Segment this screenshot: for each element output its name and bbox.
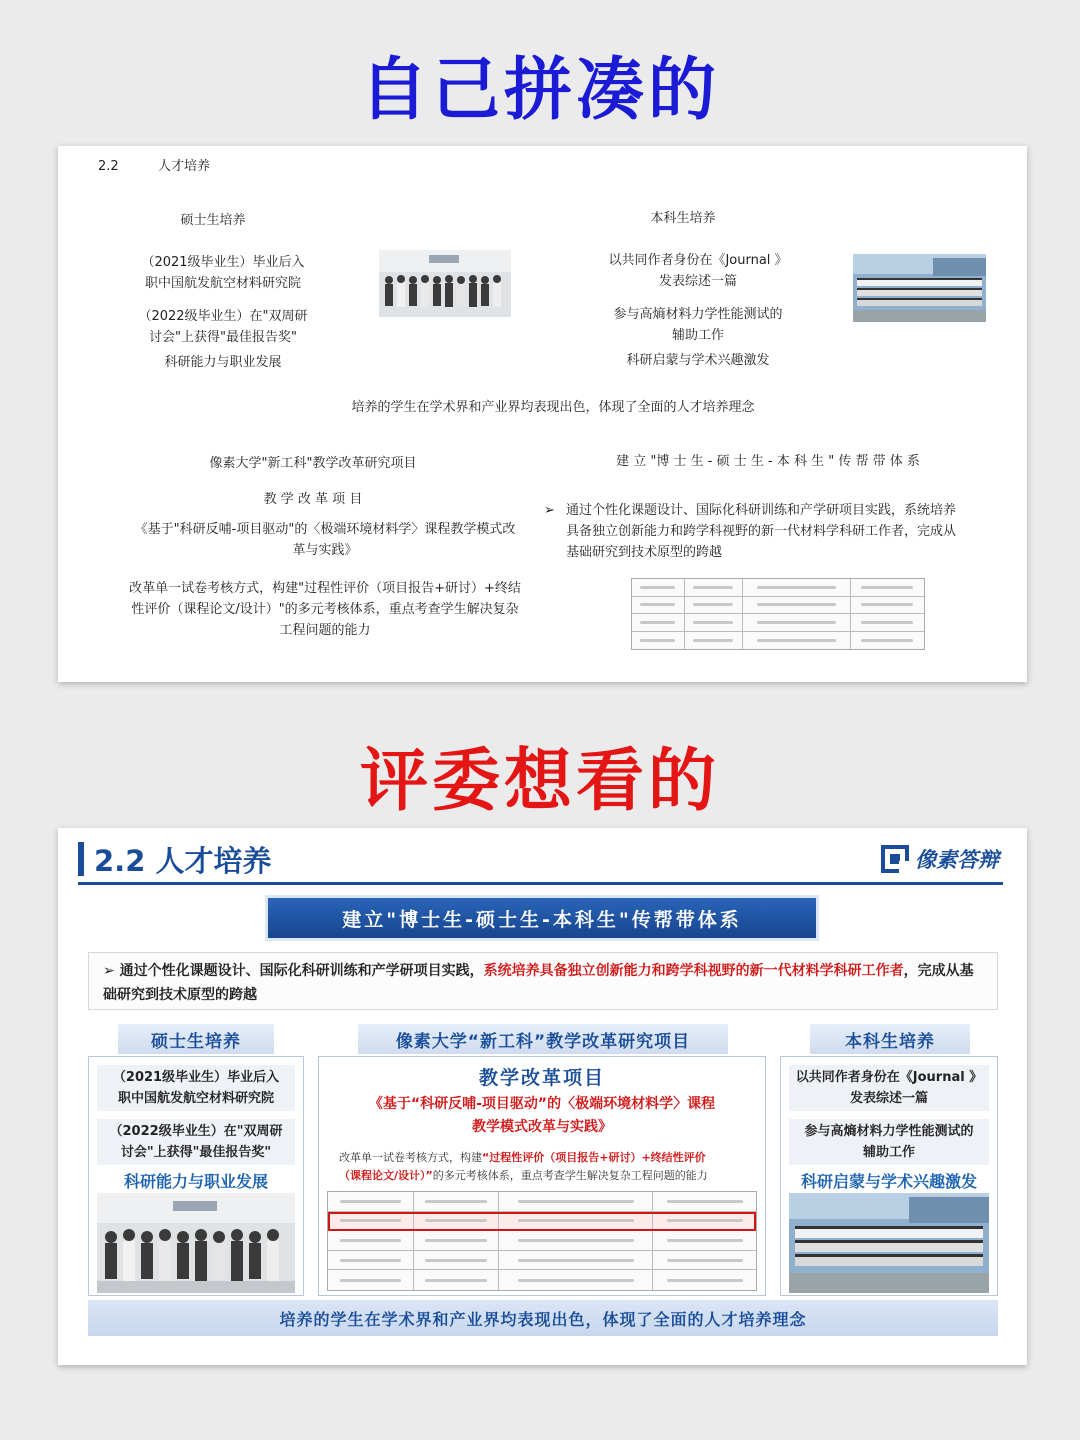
undergrad-item-3: 科研启蒙与学术兴趣激发	[800, 1172, 977, 1191]
summary-bar: 培养的学生在学术界和产业界均表现出色，体现了全面的人才培养理念	[88, 1300, 998, 1336]
system-text: 通过个性化课题设计、国际化科研训练和产学研项目实践，系统培养 具备独立创新能力和跨学科视野的新一代材料学科研工作者，完成从 基础研究到技术原型的跨越	[566, 503, 957, 560]
undergrad-column-header: 本科生培养	[810, 1024, 970, 1054]
project-title: 教学改革项目	[478, 1067, 605, 1089]
header-divider	[78, 882, 1003, 885]
undergrad-item-3: 科研启蒙与学术兴趣激发	[626, 353, 770, 368]
section-header	[78, 840, 271, 878]
project-title: 像素大学"新工科"教学改革研究项目	[209, 456, 417, 471]
undergrad-item-1: 以共同作者身份在《Journal 》 发表综述一篇	[789, 1065, 989, 1111]
master-item-2: （2022级毕业生）在"双周研 讨会"上获得"最佳报告奖"	[138, 309, 308, 345]
slide-plain	[58, 146, 1027, 682]
system-bullet-box	[88, 952, 998, 1010]
master-item-2: （2022级毕业生）在"双周研 讨会"上获得"最佳报告奖"	[97, 1119, 295, 1165]
project-desc	[339, 1149, 759, 1185]
highlighted-table-row	[328, 1212, 756, 1232]
undergrad-group-photo	[853, 254, 986, 322]
master-column-header: 硕士生培养	[118, 1024, 274, 1054]
undergrad-item-2: 参与高熵材料力学性能测试的 辅助工作	[613, 307, 783, 343]
master-group-photo	[97, 1193, 295, 1293]
project-desc-part-1: 改革单一试卷考核方式，构建	[339, 1151, 482, 1164]
project-name: 《基于“科研反哺-项目驱动”的〈极端环境材料学〉课程 教学模式改革与实践》	[368, 1096, 716, 1135]
logo-text: 像素答辩	[915, 848, 999, 872]
bullet-text-part-1: 通过个性化课题设计、国际化科研训练和产学研项目实践，	[119, 963, 484, 979]
undergrad-group-photo	[789, 1193, 989, 1293]
project-table-thumbnail	[327, 1191, 757, 1291]
project-table-thumbnail	[631, 578, 925, 650]
project-desc: 改革单一试卷考核方式，构建"过程性评价（项目报告+研讨）+终结 性评价（课程论文/设计）"的多元考核体系，重点考查学生解决复杂 工程问题的能力	[129, 581, 521, 638]
heading-judges-want: 评委想看的	[359, 741, 720, 821]
master-column	[88, 1056, 304, 1296]
section-number: 2.2	[98, 159, 119, 174]
master-item-1: （2021级毕业生）毕业后入 职中国航发航空材料研究院	[141, 255, 305, 291]
heading-self-made: 自己拼凑的	[359, 50, 720, 130]
slide-designed	[58, 828, 1027, 1365]
logo-mark-icon	[881, 845, 909, 873]
master-item-3: 科研能力与职业发展	[164, 355, 282, 370]
master-group-photo	[379, 250, 511, 317]
system-bullet: ➢	[544, 503, 555, 518]
bullet-text-highlight: 系统培养具备独立创新能力和跨学科视野的新一代材料学科研工作者	[483, 963, 904, 979]
master-title: 硕士生培养	[180, 213, 246, 228]
project-desc-part-2: 的多元考核体系，重点考查学生解决复杂工程问题的能力	[432, 1169, 708, 1182]
undergrad-column	[780, 1056, 998, 1296]
project-column	[318, 1056, 766, 1296]
system-title: 建 立 "博 士 生 - 硕 士 生 - 本 科 生 " 传 帮 带 体 系	[616, 454, 920, 469]
bullet-arrow-icon: ➢	[103, 963, 115, 979]
section-title: 2.2 人才培养	[94, 843, 272, 878]
project-name: 《基于"科研反哺-项目驱动"的〈极端环境材料学〉课程教学模式改 革与实践》	[134, 522, 516, 558]
summary-text: 培养的学生在学术界和产业界均表现出色，体现了全面的人才培养理念	[351, 400, 755, 415]
undergrad-item-2: 参与高熵材料力学性能测试的 辅助工作	[789, 1119, 989, 1165]
section-title: 人才培养	[158, 159, 211, 174]
bullet-text-part-2: ，完成从基础研究到技术原型的跨越	[103, 963, 974, 1003]
project-subtitle: 教 学 改 革 项 目	[263, 492, 363, 507]
master-item-3: 科研能力与职业发展	[123, 1172, 268, 1191]
undergrad-title: 本科生培养	[650, 211, 716, 226]
header-accent-bar	[78, 842, 84, 876]
project-column-header: 像素大学“新工科”教学改革研究项目	[358, 1024, 728, 1054]
system-banner: 建立"博士生-硕士生-本科生"传帮带体系	[268, 898, 816, 938]
undergrad-item-1: 以共同作者身份在《Journal 》 发表综述一篇	[608, 253, 788, 289]
project-desc-highlight: “过程性评价（项目报告+研讨）+终结性评价 （课程论文/设计）”	[339, 1151, 706, 1182]
master-item-1: （2021级毕业生）毕业后入 职中国航发航空材料研究院	[97, 1065, 295, 1111]
brand-logo	[881, 844, 999, 874]
